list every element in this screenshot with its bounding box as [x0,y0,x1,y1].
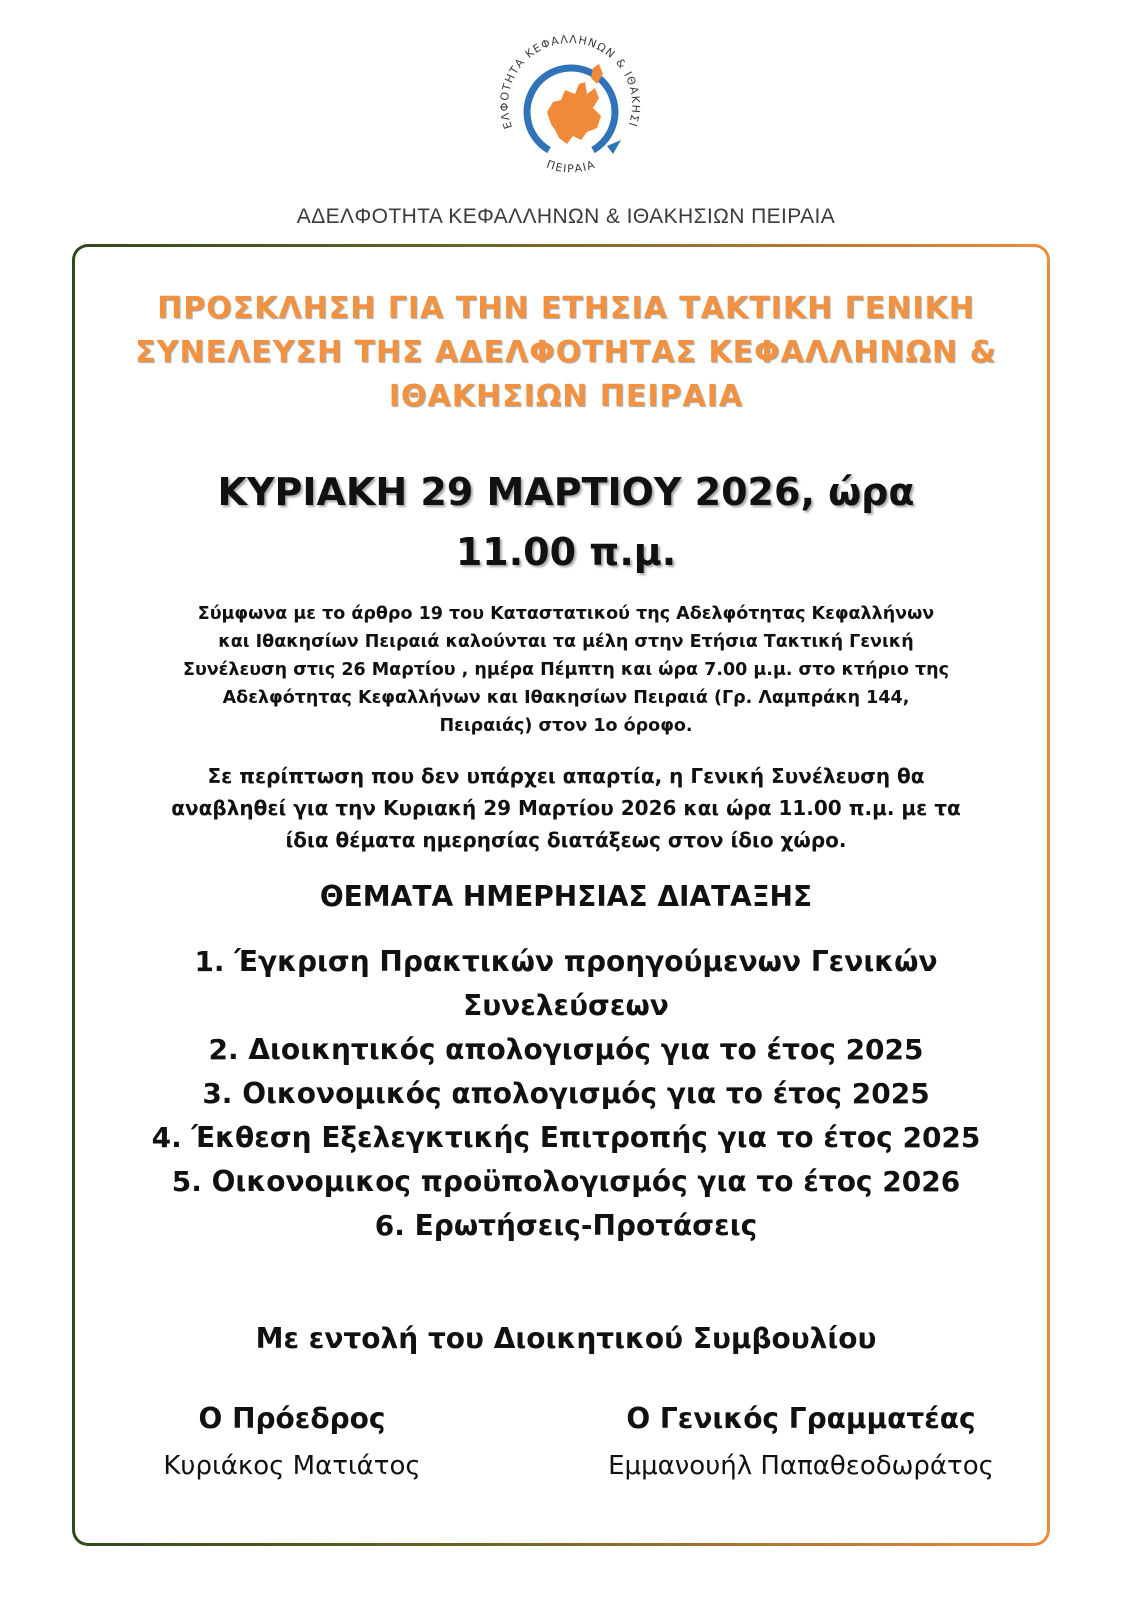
meeting-date [0,462,1132,582]
agenda-item: 2. Διοικητικός απολογισμός για το έτος 2025 [208,1033,924,1066]
president-role: Ο Πρόεδρος [198,1402,386,1435]
paragraph-line: και Ιθακησίων Πειραιά καλούνται τα μέλη στην Ετήσια Τακτική Γενική [218,632,914,652]
agenda-item: 4. Έκθεση Εξελεγκτικής Επιτροπής για το έτος 2025 [151,1121,981,1154]
title-line: ΙΘΑΚΗΣΙΩΝ ΠΕΙΡΑΙΑ [388,379,744,414]
agenda-item: 1. Έγκριση Πρακτικών προηγούμενων Γενικών [194,945,938,978]
paragraph-line: Σύμφωνα με το άρθρο 19 του Καταστατικού της Αδελφότητας Κεφαλλήνων [197,604,935,624]
secretary-role: Ο Γενικός Γραμματέας [626,1402,976,1435]
island-map-icon [547,64,603,144]
invitation-title [0,287,1132,419]
organization-logo [489,28,653,192]
board-mandate: Με εντολή του Διοικητικού Συμβουλίου [255,1322,877,1355]
secretary-signature-block [551,1402,1051,1481]
paragraph-line: Αδελφότητας Κεφαλλήνων και Ιθακησίων Πειραιά (Γρ. Λαμπράκη 144, [222,688,910,708]
president-name: Κυριάκος Ματιάτος [163,1451,421,1481]
agenda-item: 6. Ερωτήσεις-Προτάσεις [374,1209,758,1242]
agenda-item: 3. Οικονομικός απολογισμός για το έτος 2025 [202,1077,930,1110]
paragraph-line: Πειραιάς) στον 1ο όροφο. [439,716,693,736]
logo-bottom-text: ΠΕΙΡΑΙΑ [544,157,598,176]
president-signature-block [42,1402,542,1481]
agenda-heading: ΘΕΜΑΤΑ ΗΜΕΡΗΣΙΑΣ ΔΙΑΤΑΞΗΣ [319,880,813,913]
organization-name: ΑΔΕΛΦΟΤΗΤΑ ΚΕΦΑΛΛΗΝΩΝ & ΙΘΑΚΗΣΙΩΝ ΠΕΙΡΑΙΑ [296,205,836,228]
title-line: ΠΡΟΣΚΛΗΣΗ ΓΙΑ ΤΗΝ ΕΤΗΣΙΑ ΤΑΚΤΙΚΗ ΓΕΝΙΚΗ [157,291,975,326]
paragraph-line: Σε περίπτωση που δεν υπάρχει απαρτία, η Γενική Συνέλευση θα [207,764,925,788]
paragraph-line: αναβληθεί για την Κυριακή 29 Μαρτίου 2026 και ώρα 11.00 π.μ. με τα [171,796,961,820]
agenda-list [90,940,1042,1248]
date-line: ΚΥΡΙΑΚΗ 29 ΜΑΡΤΙΟΥ 2026, ώρα [217,470,915,514]
logo-ring-text: ΕΛΦΟΤΗΤΑ ΚΕΦΑΛΛΗΝΩΝ & ΙΘΑΚΗΣΙ [497,32,643,131]
title-line: ΣΥΝΕΛΕΥΣΗ ΤΗΣ ΑΔΕΛΦΟΤΗΤΑΣ ΚΕΦΑΛΛΗΝΩΝ & [135,335,997,370]
secretary-name: Εμμανουήλ Παπαθεοδωράτος [608,1451,994,1481]
invitation-paragraph [140,600,992,740]
paragraph-line: ίδια θέματα ημερησίας διατάξεως στον ίδιο χώρο. [285,828,847,852]
agenda-item: 5. Οικονομικος προϋπολογισμός για το έτος 2026 [171,1165,961,1198]
agenda-item: Συνελεύσεων [463,989,669,1022]
quorum-paragraph [110,760,1022,856]
date-line: 11.00 π.μ. [455,530,677,574]
paragraph-line: Συνέλευση στις 26 Μαρτίου , ημέρα Πέμπτη και ώρα 7.00 μ.μ. στο κτήριο της [182,660,949,680]
svg-text:ΠΕΙΡΑΙΑ [545,158,598,176]
